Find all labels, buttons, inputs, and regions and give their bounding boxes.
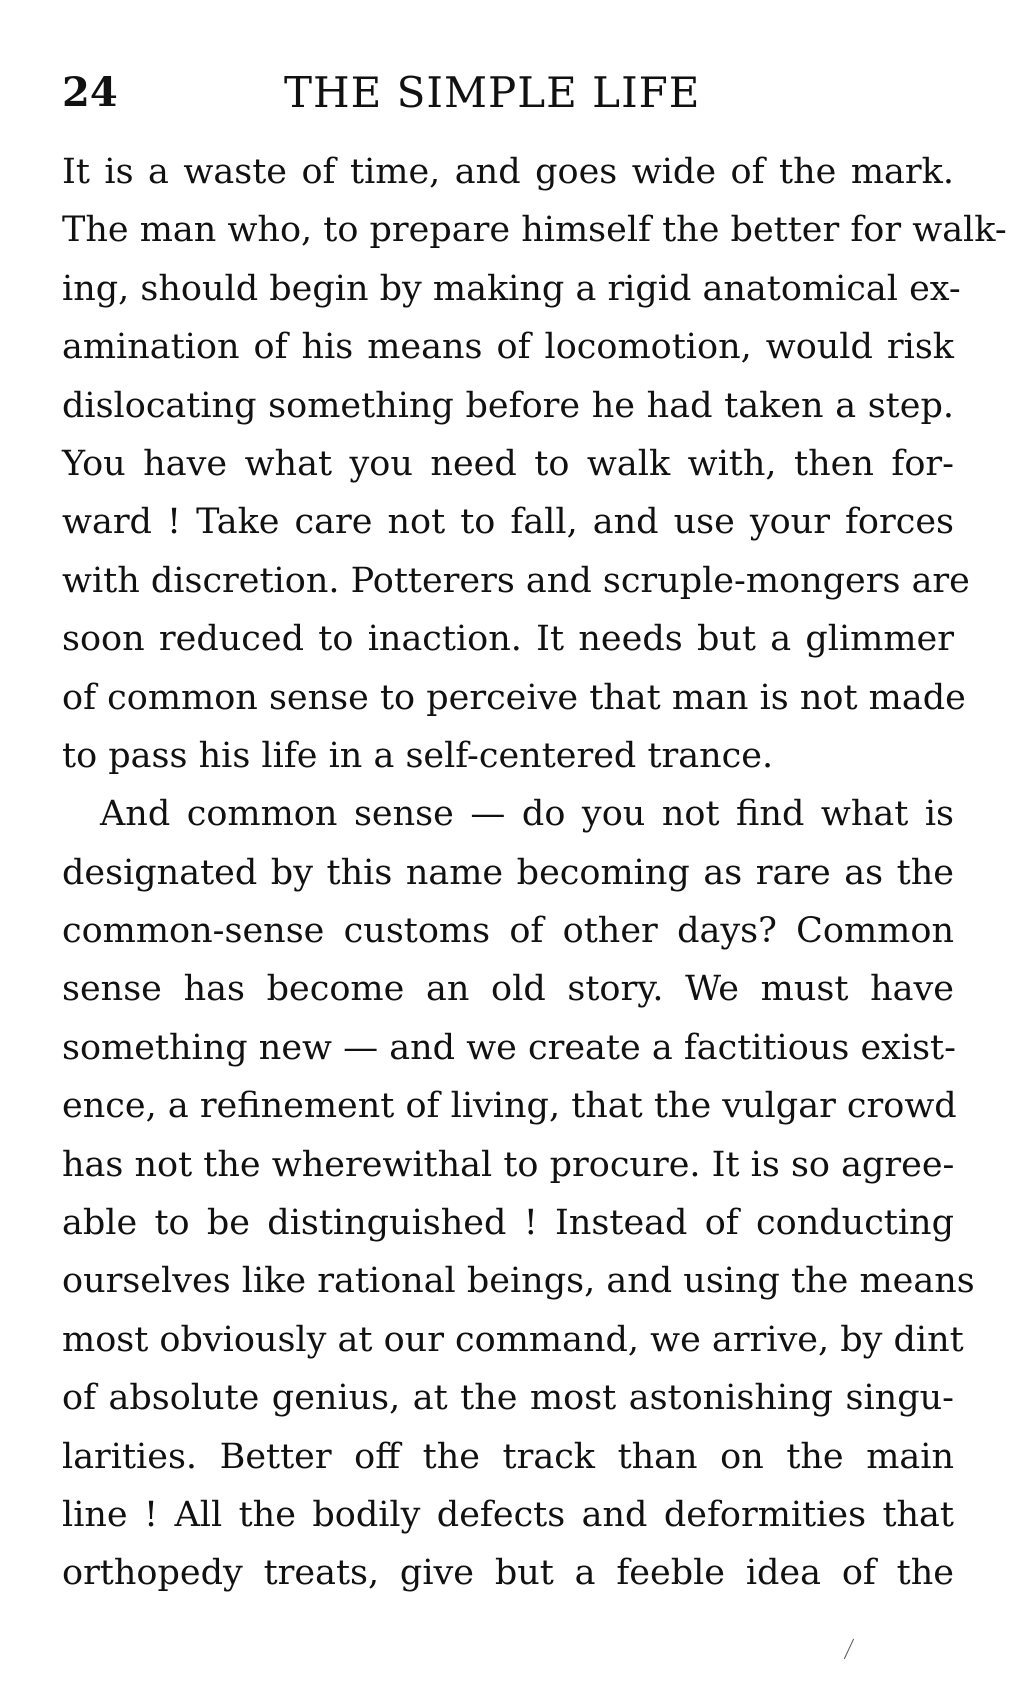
text-line: amination of his means of locomotion, would risk — [62, 327, 954, 368]
text-line: soon reduced to inaction. It needs but a glimmer — [62, 619, 954, 660]
text-line: most obviously at our command, we arrive, by dint — [62, 1319, 964, 1360]
paragraph-1 — [62, 143, 1007, 785]
text-line: has not the wherewithal to procure. It is so agree- — [62, 1144, 955, 1185]
text-line: ence, a refinement of living, that the vulgar crowd — [62, 1086, 957, 1127]
body-text — [62, 143, 1007, 1603]
text-line: It is a waste of time, and goes wide of the mark. — [62, 152, 954, 192]
text-line: ward ! Take care not to fall, and use your forces — [62, 502, 954, 543]
text-line: of common sense to perceive that man is not made — [62, 677, 966, 718]
text-line: orthopedy treats, give but a feeble idea of the — [62, 1553, 954, 1594]
text-line: common-sense customs of other days? Common — [62, 911, 954, 952]
text-line: ourselves like rational beings, and using the means — [62, 1261, 975, 1302]
paragraph-2 — [62, 785, 975, 1602]
text-line: ing, should begin by making a rigid anatomical ex- — [62, 268, 961, 309]
page-header — [62, 68, 954, 128]
text-line: The man who, to prepare himself the better for walk- — [62, 210, 1007, 251]
text-line: designated by this name becoming as rare as the — [62, 852, 954, 893]
running-title: THE SIMPLE LIFE — [284, 68, 701, 117]
text-line: dislocating something before he had taken a step. — [62, 385, 954, 426]
text-line: sense has become an old story. We must have — [62, 969, 954, 1010]
text-line: something new — and we create a factitious exist- — [62, 1027, 956, 1068]
text-line: able to be distinguished ! Instead of conducting — [62, 1203, 954, 1244]
scan-mark — [844, 1639, 863, 1664]
text-line: line ! All the bodily defects and deformities that — [62, 1494, 954, 1535]
text-line: to pass his life in a self-centered trance. — [62, 735, 774, 776]
text-line: And common sense — do you not find what is — [100, 794, 954, 835]
text-line: with discretion. Potterers and scruple-mongers are — [62, 560, 970, 601]
text-line: of absolute genius, at the most astonishing singu- — [62, 1378, 954, 1419]
page-number: 24 — [62, 69, 118, 116]
text-line: You have what you need to walk with, then for- — [62, 443, 954, 484]
text-line: larities. Better off the track than on the main — [62, 1436, 954, 1477]
